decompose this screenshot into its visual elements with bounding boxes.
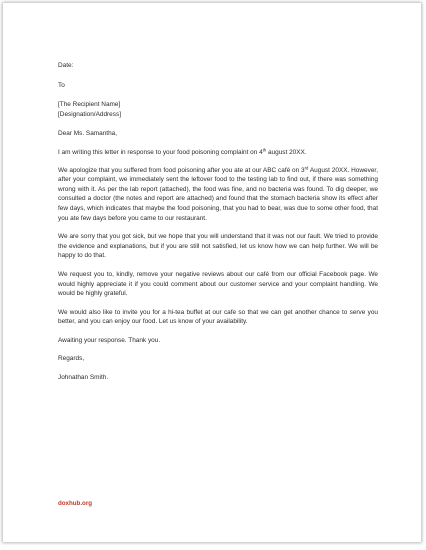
paragraph-1-ordinal: th [262, 147, 267, 153]
paragraph-5: We would also like to invite you for a hi-tea buffet at our cafe so that we can get another chance to serve you better, and you can enjoy our food. Let us know of your availability. [58, 308, 378, 326]
paragraph-6: Awaiting your response. Thank you. [58, 336, 161, 344]
paragraph-2-ordinal: rd [304, 164, 309, 170]
recipient-name: [The Recipient Name] [58, 101, 121, 109]
paragraph-4: We request you to, kindly, remove your negative reviews about our café from our official Facebook page. We would highly appreciate it if you could comment about our customer service and your complaint handling. We would be highly grateful. [58, 270, 378, 298]
recipient-address: [Designation/Address] [58, 110, 121, 118]
paragraph-2-text-end: August 20XX. However, after your complaint, we immediately sent the leftover food to the testing lab to find out, if there was something wrong with it. As per the lab report (attached), the food was fine, and no bacteria was found. To dig deeper, we consulted a doctor (the notes and report are attached) and found that the stomach bacteria show its effect after few days, which indicates that maybe the food poisoning, that you had to bear, was due to some other food, that you ate few days before you came to our restaurant. [58, 166, 378, 222]
date-label: Date: [58, 62, 74, 69]
letter-page [3, 3, 421, 542]
paragraph-1-text: I am writing this letter in response to your food poisoning complaint on 4 [58, 148, 263, 156]
brand-link[interactable]: doxhub.org [58, 500, 93, 507]
letter-body [58, 61, 378, 383]
closing: Regards, [58, 355, 85, 363]
to-label: To [58, 81, 65, 89]
paragraph-2 [58, 166, 378, 224]
paragraph-3: We are sorry that you got sick, but we hope that you will understand that it was not our fault. We tried to provide the evidence and explanations, but if you are still not satisfied, let us know how we can help further. We will be happy to do that. [58, 233, 378, 260]
paragraph-1 [58, 148, 378, 158]
paragraph-1-text-end: august 20XX. [266, 148, 307, 156]
paragraph-2-text: We apologize that you suffered from food poisoning after you ate at our ABC café on 3 [58, 166, 305, 174]
signature: Johnathan Smith. [58, 374, 109, 382]
salutation: Dear Ms. Samantha, [58, 130, 118, 138]
